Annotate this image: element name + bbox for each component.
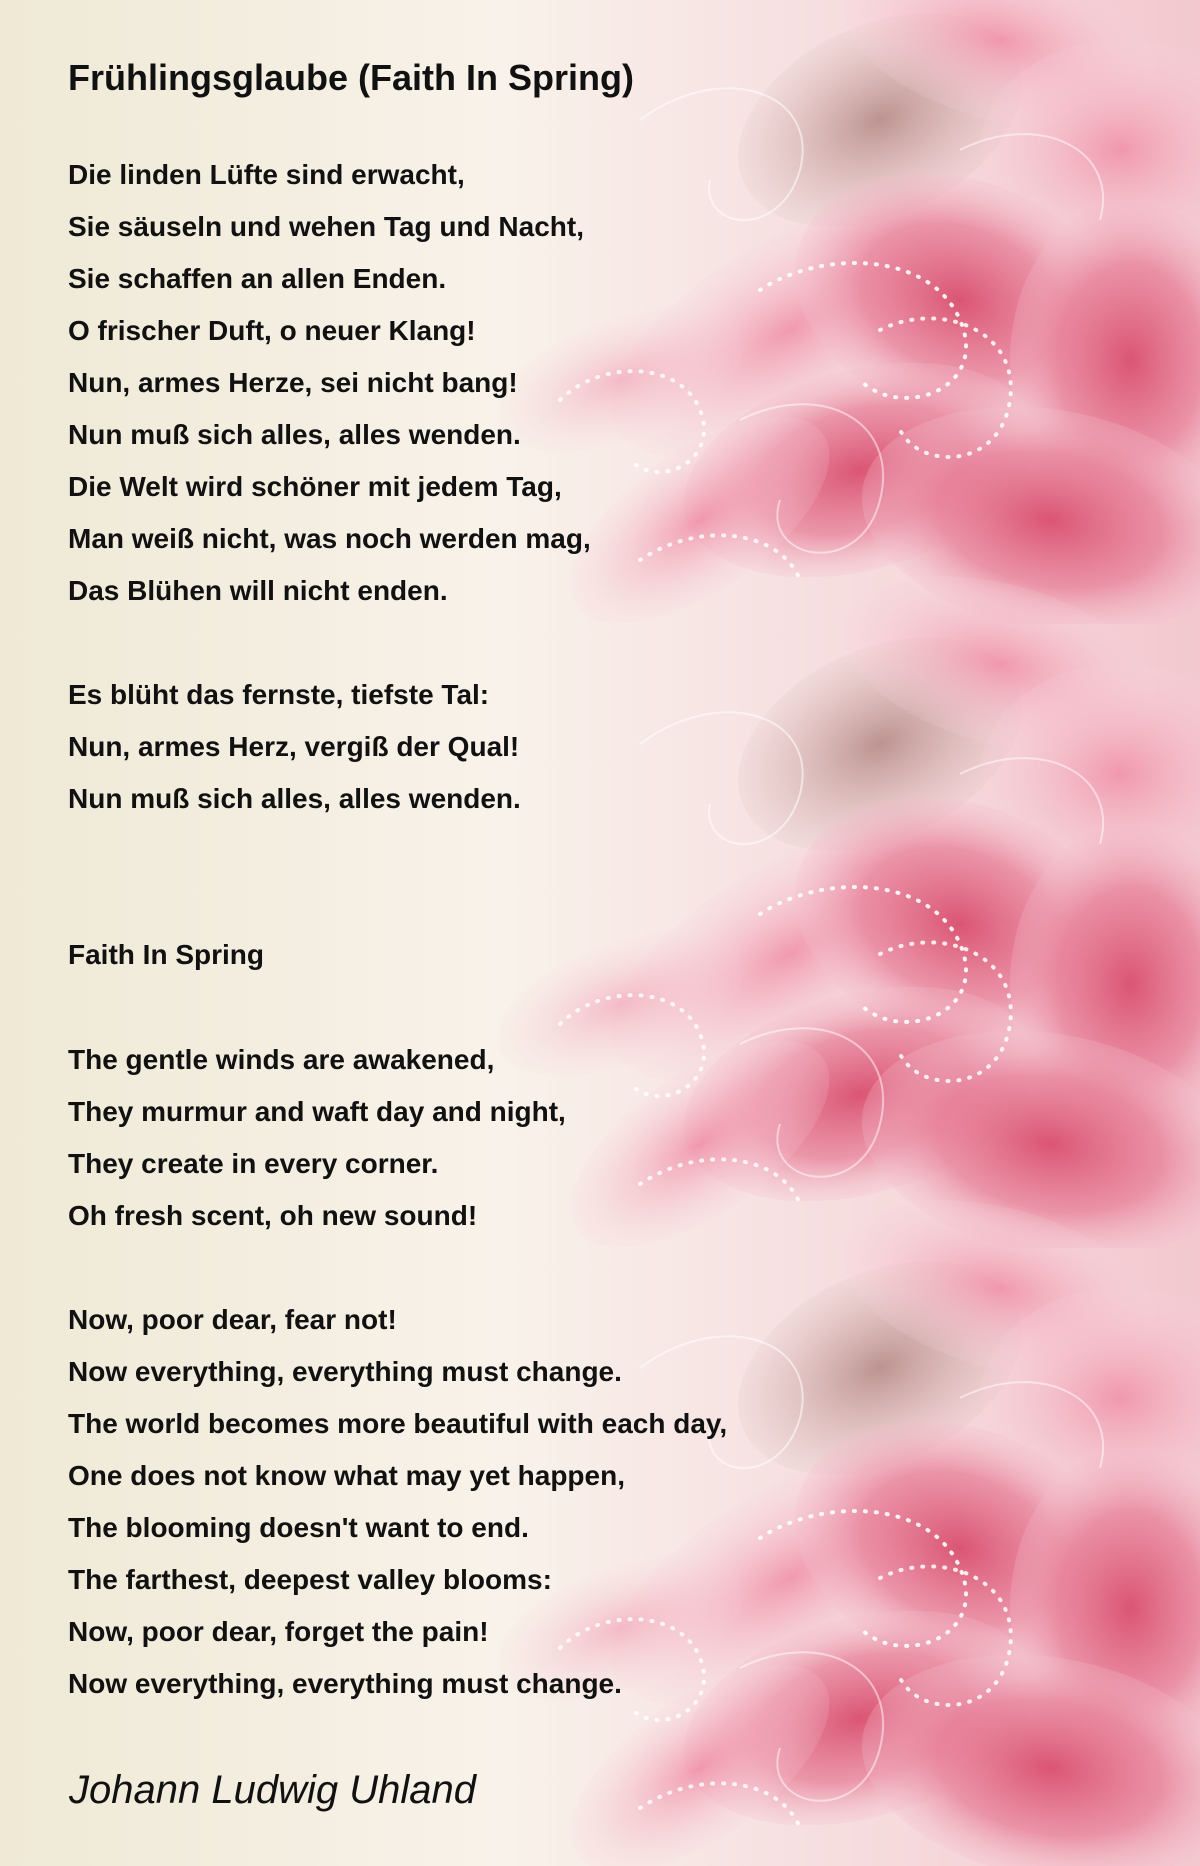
poem-line: The world becomes more beautiful with each day,	[68, 1408, 728, 1439]
poem-line: Das Blühen will nicht enden.	[68, 575, 448, 606]
poem-line: Now everything, everything must change.	[68, 1356, 622, 1387]
poem-line: Es blüht das fernste, tiefste Tal:	[68, 679, 490, 710]
translation-title: Faith In Spring	[68, 939, 264, 970]
poem-line: Now, poor dear, fear not!	[68, 1304, 397, 1335]
poem-line: Oh fresh scent, oh new sound!	[68, 1200, 478, 1231]
english-stanza-2	[68, 1294, 727, 1710]
poem-line: They create in every corner.	[68, 1148, 439, 1179]
poem-line: They murmur and waft day and night,	[68, 1096, 566, 1127]
poem-line: The gentle winds are awakened,	[68, 1044, 495, 1075]
poem-line: Nun muß sich alles, alles wenden.	[68, 783, 521, 814]
poem-line: The farthest, deepest valley blooms:	[68, 1564, 552, 1595]
poem-line: Now, poor dear, forget the pain!	[68, 1616, 489, 1647]
poem-line: Nun, armes Herze, sei nicht bang!	[68, 367, 518, 398]
poem-line: Man weiß nicht, was noch werden mag,	[68, 523, 591, 554]
english-stanza-1	[68, 1034, 566, 1242]
poem-line: Now everything, everything must change.	[68, 1668, 622, 1699]
poem-line: Nun, armes Herz, vergiß der Qual!	[68, 731, 520, 762]
poem-line: The blooming doesn't want to end.	[68, 1512, 529, 1543]
poem-line: Die Welt wird schöner mit jedem Tag,	[68, 471, 562, 502]
german-stanza-1	[68, 149, 591, 617]
poem-line: Die linden Lüfte sind erwacht,	[68, 159, 465, 190]
poem-line: Nun muß sich alles, alles wenden.	[68, 419, 521, 450]
poem-line: One does not know what may yet happen,	[68, 1460, 625, 1491]
poem-title: Frühlingsglaube (Faith In Spring)	[68, 57, 634, 98]
german-stanza-2	[68, 669, 521, 825]
poem-author: Johann Ludwig Uhland	[69, 1768, 476, 1812]
poem-line: Sie schaffen an allen Enden.	[68, 263, 447, 294]
poem-line: Sie säuseln und wehen Tag und Nacht,	[68, 211, 585, 242]
poem-line: O frischer Duft, o neuer Klang!	[68, 315, 476, 346]
